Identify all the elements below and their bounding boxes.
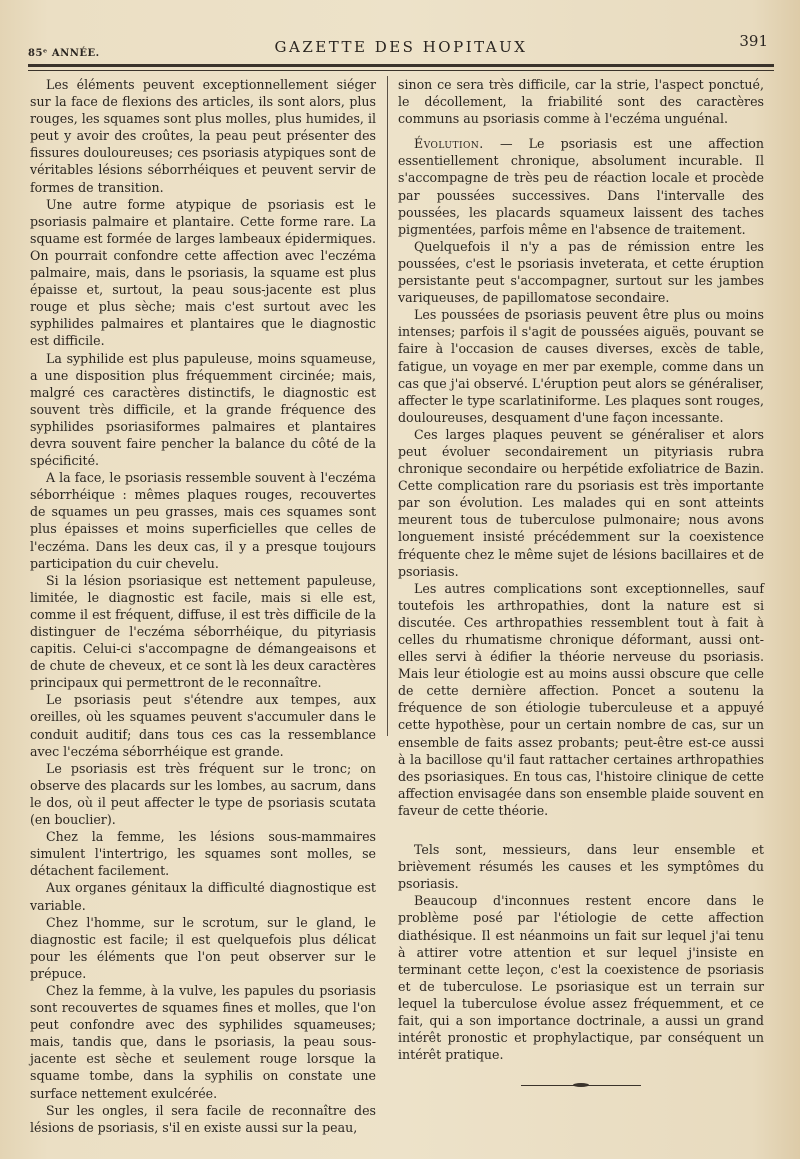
paragraph: Chez la femme, les lésions sous-mammaires simulent l'intertrigo, les squames sont molles, se détachent facilement. xyxy=(30,829,376,879)
paragraph: Chez l'homme, sur le scrotum, sur le gland, le diagnostic est facile; il est quelquefois plus délicat pour les éléments que l'on peut observer sur le prépuce. xyxy=(30,914,376,981)
left-column xyxy=(30,76,376,1136)
paragraph: Si la lésion psoriasique est nettement papuleuse, limitée, le diagnostic est facile, mais si elle est, comme il est fréquent, diffuse, il est très difficile de la distinguer de l'eczéma séborrhéique, du pityriasis capitis. Celui-ci s'accompagne de démangeaisons et de chute de cheveux, et ce sont là les deux caractères principaux qui permettront de le reconnaître. xyxy=(30,572,376,691)
paragraph: Sur les ongles, il sera facile de reconnaître des lésions de psoriasis, s'il en existe aussi sur la peau, xyxy=(30,1102,376,1135)
journal-title: GAZETTE DES HOPITAUX xyxy=(274,38,528,56)
paragraph: Les autres complications sont exceptionnelles, sauf toutefois les arthropathies, dont la nature est si discutée. Ces arthropathies ressemblent tout à fait à celles du rhumatisme chronique déformant, aussi ont-elles servi à édifier la théorie nerveuse du psoriasis. Mais leur étiologie est au moins aussi obscure que celle de cette dernière affection. Poncet a soutenu la fréquence de son étiologie tuberculeuse et a appuyé cette hypothèse, pour un certain nombre de cas, sur un ensemble de faits assez probants; peut-être est-ce aussi à la bacillose qu'il faut rattacher certaines arthropathies des psoriasiques. En tous cas, l'histoire clinique de cette affection envisagée dans son ensemble plaide souvent en faveur de cette théorie. xyxy=(398,580,764,818)
paragraph: A la face, le psoriasis ressemble souvent à l'eczéma séborrhéique : mêmes plaques rouges, recouvertes de squames un peu grasses, mais ces squames sont plus épaisses et moins superficielles que celles de l'eczéma. Dans les deux cas, il y a presque toujours participation du cuir chevelu. xyxy=(30,470,376,571)
paragraph: Ces larges plaques peuvent se généraliser et alors peut évoluer secondairement un pityriasis rubra chronique secondaire ou herpétide exfoliatrice de Bazin. Cette complication rare du psoriasis est très importante par son évolution. Les malades qui en sont atteints meurent tous de tuberculose pulmonaire; nous avons longuement insisté précédemment sur la coexistence fréquente chez le même sujet de lésions bacillaires et de psoriasis. xyxy=(398,426,764,579)
year-label: 85ᵉ ANNÉE. xyxy=(28,48,100,59)
paragraph: Le psoriasis peut s'étendre aux tempes, aux oreilles, où les squames peuvent s'accumuler dans le conduit auditif; dans tous ces cas la ressemblance avec l'eczéma séborrhéique est grande. xyxy=(30,692,376,759)
paragraph: Les poussées de psoriasis peuvent être plus ou moins intenses; parfois il s'agit de poussées aiguës, pouvant se faire à l'occasion de causes diverses, excès de table, fatigue, un voyage en mer par exemple, comme dans un cas que j'ai observé. L'éruption peut alors se généraliser, affecter le type scarlatiniforme. Les plaques sont rouges, douloureuses, desquament d'une façon incessante. xyxy=(398,307,764,425)
paragraph: Chez la femme, à la vulve, les papules du psoriasis sont recouvertes de squames fines et molles, que l'on peut confondre avec des syphilides squameuses; mais, tandis que, dans le psoriasis, la peau sous-jacente est sèche et seulement rouge lorsque la squame tombe, dans la syphilis on constate une surface nettement exulcérée. xyxy=(30,982,376,1101)
paragraph: Aux organes génitaux la difficulté diagnostique est variable. xyxy=(30,880,376,913)
right-column xyxy=(398,76,764,1089)
paragraph-continuation: sinon ce sera très difficile, car la strie, l'aspect ponctué, le décollement, la friabilité sont des caractères communs au psoriasis comme à l'eczéma unguénal. xyxy=(398,77,764,127)
evolution-heading: Évolution. xyxy=(414,136,484,152)
end-ornament-rule xyxy=(521,1081,641,1089)
header-rule-thick xyxy=(28,64,774,67)
paragraph: Les éléments peuvent exceptionnellement siéger sur la face de flexions des articles, ils sont alors, plus rouges, les squames sont plus molles, plus humides, il peut y avoir des croûtes, la peau peut présenter des fissures douloureuses; ces psoriasis atypiques sont de véritables lésions séborrhéiques et peuvent servir de formes de transition. xyxy=(30,77,376,195)
evolution-paragraph xyxy=(398,135,764,238)
paragraph: Beaucoup d'inconnues restent encore dans le problème posé par l'étiologie de cette affection diathésique. Il est néanmoins un fait sur lequel j'ai tenu à attirer votre attention et sur lequel j'insiste en terminant cette leçon, c'est la coexistence de psoriasis et de tuberculose. Le psoriasique est un terrain sur lequel la tuberculose évolue assez fréquemment, et ce fait, qui a son importance doctrinale, a aussi un grand intérêt pronostic et prophylactique, par conséquent un intérêt pratique. xyxy=(398,893,764,1063)
page-header xyxy=(28,30,774,60)
paragraph: Une autre forme atypique de psoriasis est le psoriasis palmaire et plantaire. Cette forme rare. La squame est formée de larges lambeaux épidermiques. On pourrait confondre cette affection avec l'eczéma palmaire, mais, dans le psoriasis, la squame est plus épaisse et, surtout, la peau sous-jacente est plus rouge et plus sèche; mais c'est surtout avec les syphilides palmaires et plantaires que le diagnostic est difficile. xyxy=(30,196,376,349)
evolution-text: — Le psoriasis est une affection essentiellement chronique, absolument incurable. Il s'accompagne de très peu de réaction locale et procède par poussées successives. Dans l'intervalle des poussées, les placards squameux laissent des taches pigmentées, parfois même en l'absence de traitement. xyxy=(398,136,764,237)
page-number: 391 xyxy=(739,32,768,50)
paragraph: Tels sont, messieurs, dans leur ensemble et brièvement résumés les causes et les symptômes du psoriasis. xyxy=(398,842,764,892)
paragraph: La syphilide est plus papuleuse, moins squameuse, a une disposition plus fréquemment circinée; mais, malgré ces caractères distinctifs, le diagnostic est souvent très difficile, et la grande fréquence des syphilides psoriasiformes palmaires et plantaires devra souvent faire pencher la balance du côté de la spécificité. xyxy=(30,350,376,469)
paragraph: Le psoriasis est très fréquent sur le tronc; on observe des placards sur les lombes, au sacrum, dans le dos, où il peut affecter le type de psoriasis scutata (en bouclier). xyxy=(30,760,376,828)
header-rule-thin xyxy=(28,70,774,71)
paragraph: Quelquefois il n'y a pas de rémission entre les poussées, c'est le psoriasis inveterata, et cette éruption persistante peut s'accompagner, surtout sur les jambes variqueuses, de papillomatose secondaire. xyxy=(398,238,764,306)
column-divider xyxy=(387,76,388,736)
